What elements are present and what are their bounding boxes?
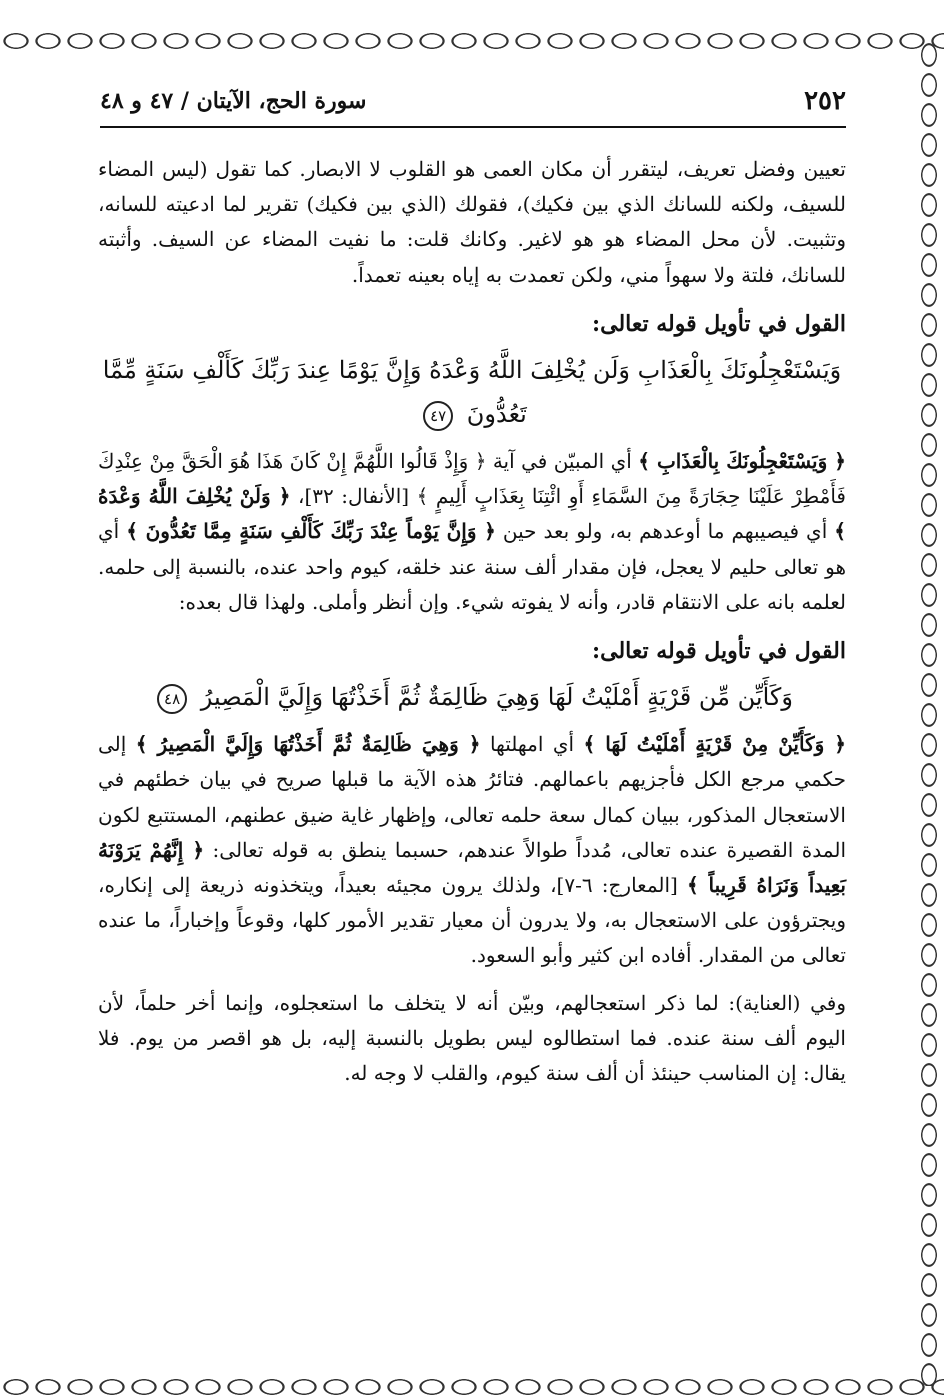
decorative-border-right	[916, 40, 942, 1386]
ayah-47	[98, 348, 846, 436]
ayah-48-text: وَكَأَيِّن مِّن قَرْيَةٍ أَمْلَيْتُ لَهَا وَهِيَ ظَالِمَةٌ ثُمَّ أَخَذْتُهَا وَإِلَيَّ الْمَصِيرُ	[200, 683, 793, 712]
ayah-48	[98, 675, 846, 719]
paragraph-3	[98, 727, 846, 973]
section-heading-1: القول في تأويل قوله تعالى:	[592, 310, 846, 337]
paragraph-4: وفي (العناية): لما ذكر استعجالهم، وبيّن أنه لا يتخلف ما استعجلوه، وإنما أخر حلماً، لأن اليوم ألف سنة عنده. فما استطالوه ليس بطويل بالنسبة إليه، بل هو اقصر من يوم. فلا يقال: إن المناسب حينئذ أن ألف سنة كيوم، والقلب لا وجه له.	[98, 990, 846, 1086]
quote-3c: ﴿ إِنَّهُمْ يَرَوْنَهُ بَعِيداً وَنَرَاهُ قَرِيباً ﴾	[98, 837, 847, 898]
paragraph-3-end: [المعارج: ٦-٧]، ولذلك يرون مجيئه بعيداً، ويتخذونه ذريعة إلى إنكاره، ويجترؤون على الاستعجال به، ولا يدرون أن معيار تقدير الأمور كلها، وقوعاً وإخباراً، ما عنده تعالى من المقدار. أفاده ابن كثير وأبو السعود.	[98, 873, 846, 968]
paragraph-2-mid: أي فيصيبهم ما أوعدهم به، ولو بعد حين	[502, 519, 828, 544]
paragraph-3-mid: أي امهلتها	[489, 732, 575, 757]
quote-2: ﴿ وَلَنْ يُخْلِفَ اللَّهُ وَعْدَهُ ﴾	[98, 484, 847, 544]
quote-3: ﴿ وَإِنَّ يَوْماً عِنْدَ رَبِّكَ كَأَلْفِ سَنَةٍ مِمَّا تَعُدُّونَ ﴾	[126, 519, 496, 544]
quote-lead-3: ﴿ وَكَأَيِّنْ مِنْ قَرْيَةٍ أَمْلَيْتُ لَهَا ﴾	[583, 732, 847, 757]
ayah-47-text: وَيَسْتَعْجِلُونَكَ بِالْعَذَابِ وَلَن يُخْلِفَ اللَّهُ وَعْدَهُ وَإِنَّ يَوْمًا عِندَ رَبِّكَ كَأَلْفِ سَنَةٍ مِّمَّا تَعُدُّونَ	[102, 356, 842, 429]
paragraph-2-end: أي هو تعالى حليم لا يعجل، فإن مقدار ألف سنة عند خلقه، كيوم واحد عنده، بالنسبة إلى حلمه. لعلمه بانه على الانتقام قادر، وأنه لا يفوته شيء. وإن أنظر وأملى. ولهذا قال بعده:	[98, 519, 846, 614]
ayah-48-number: ٤٨	[157, 684, 187, 714]
paragraph-2-text: أي المبيّن في آية ﴿ وَإِذْ قَالُوا اللَّهُمَّ إِنْ كَانَ هَذَا هُوَ الْحَقَّ مِنْ عِنْدِكَ فَأَمْطِرْ عَلَيْنَا حِجَارَةً مِنَ السَّمَاءِ أَوِ ائْتِنَا بِعَذَابٍ أَلِيمٍ ﴾ [الأنفال: ٣٢]،	[98, 449, 846, 509]
running-title: سورة الحج، الآيتان / ٤٧ و ٤٨	[100, 88, 367, 114]
quote-3b: ﴿ وَهِيَ ظَالِمَةٌ ثُمَّ أَخَذْتُهَا وَإِلَيَّ الْمَصِيرُ ﴾	[135, 732, 481, 757]
page-number: ٢٥٢	[804, 86, 846, 116]
ayah-47-number: ٤٧	[423, 401, 453, 431]
quote-lead: ﴿ وَيَسْتَعْجِلُونَكَ بِالْعَذَابِ ﴾	[638, 449, 847, 474]
paragraph-2	[98, 444, 846, 620]
paragraph-1: تعيين وفضل تعريف، ليتقرر أن مكان العمى هو القلوب لا الابصار. كما تقول (ليس المضاء للسيف، ولكنه للسانك الذي بين فكيك)، فقولك (الذي بين فكيك) تقرير لما ادعيته للسانه، وتثبيت. لأن محل المضاء هو هو لاغير. وكانك قلت: ما نفيت المضاء عن السيف. وأثبته للسانك، فلتة ولا سهواً مني، ولكن تعمدت به إياه بعينه تعمداً.	[98, 157, 846, 287]
page-body	[98, 152, 846, 1091]
page-header	[100, 86, 846, 128]
decorative-border-bottom	[0, 1374, 944, 1400]
paragraph-3-text: إلى حكمي مرجع الكل فأجزيهم باعمالهم. فتائرُ هذه الآية ما قبلها صريح في بيان خطئهم في الاستعجال المذكور، ببيان كمال سعة حلمه تعالى، وإظهار غاية ضيق عطنهم، المستتبع لكون المدة القصيرة عنده تعالى، مُدداً طوالاً عندهم، حسبما ينطق به قوله تعالى:	[98, 732, 846, 862]
section-heading-2: القول في تأويل قوله تعالى:	[592, 638, 846, 665]
decorative-border-top	[0, 28, 944, 54]
